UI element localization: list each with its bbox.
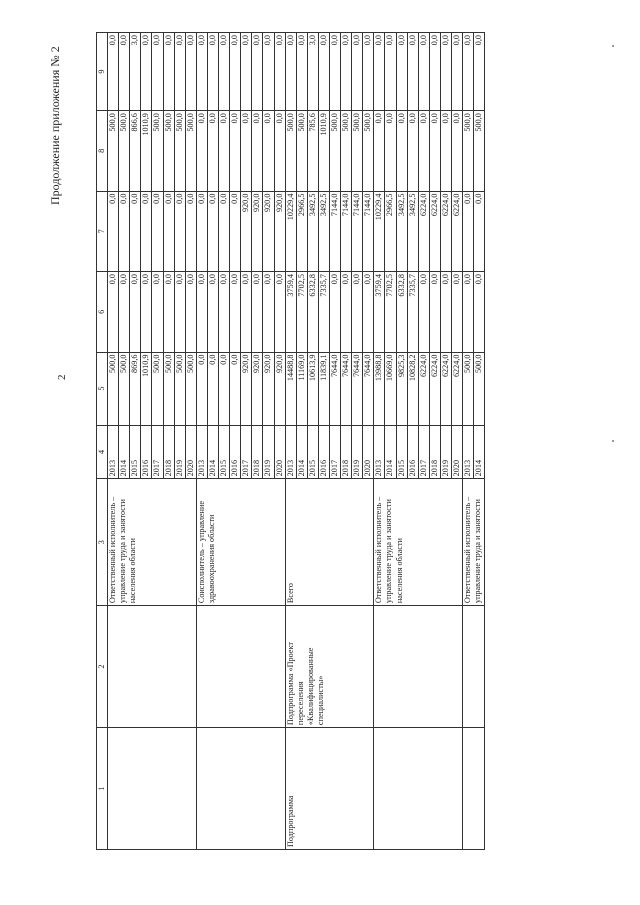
amount-cell: 0,0 [185,33,196,111]
amount-cell: 500,0 [474,111,485,191]
amount-cell: 7335,7 [407,272,418,352]
amount-cell: 0,0 [119,33,130,111]
amount-cell: 0,0 [429,33,440,111]
amount-cell: 0,0 [108,33,119,111]
column-number: 5 [97,352,108,425]
amount-cell: 0,0 [252,272,263,352]
amount-cell: 0,0 [296,33,307,111]
column-number: 1 [97,728,108,850]
amount-cell: 11839,1 [318,352,329,425]
amount-cell: 10669,0 [385,352,396,425]
amount-cell: 7144,0 [363,191,374,271]
amount-cell: 1010,9 [141,111,152,191]
amount-cell: 0,0 [174,272,185,352]
amount-cell: 920,0 [241,191,252,271]
year-cell: 2017 [329,425,340,479]
table-row [374,33,385,850]
amount-cell: 0,0 [119,191,130,271]
type-cell [374,728,463,850]
amount-cell: 0,0 [463,33,474,111]
amount-cell: 500,0 [152,352,163,425]
amount-cell: 0,0 [407,111,418,191]
program-name-cell [108,606,197,728]
year-cell: 2016 [230,425,241,479]
year-cell: 2018 [341,425,352,479]
amount-cell: 0,0 [385,33,396,111]
amount-cell: 7144,0 [329,191,340,271]
amount-cell: 0,0 [274,111,285,191]
amount-cell: 0,0 [374,33,385,111]
amount-cell: 0,0 [207,272,218,352]
table-caption: Продолжение приложения № 2 [48,46,62,205]
amount-cell: 0,0 [119,272,130,352]
amount-cell: 0,0 [230,111,241,191]
amount-cell: 0,0 [463,191,474,271]
amount-cell: 0,0 [163,191,174,271]
year-cell: 2015 [307,425,318,479]
year-cell: 2014 [207,425,218,479]
year-cell: 2020 [185,425,196,479]
year-cell: 2013 [285,425,296,479]
amount-cell: 0,0 [241,272,252,352]
amount-cell: 0,0 [474,272,485,352]
amount-cell: 7644,0 [363,352,374,425]
year-cell: 2018 [252,425,263,479]
amount-cell: 0,0 [374,111,385,191]
amount-cell: 0,0 [429,272,440,352]
amount-cell: 0,0 [418,272,429,352]
amount-cell: 0,0 [174,191,185,271]
amount-cell: 7644,0 [341,352,352,425]
amount-cell: 785,6 [307,111,318,191]
amount-cell: 6224,0 [452,191,463,271]
amount-cell: 0,0 [207,352,218,425]
amount-cell: 7144,0 [352,191,363,271]
amount-cell: 869,6 [130,352,141,425]
amount-cell: 7644,0 [352,352,363,425]
amount-cell: 14488,8 [285,352,296,425]
amount-cell: 7702,5 [385,272,396,352]
year-cell: 2018 [163,425,174,479]
year-cell: 2016 [407,425,418,479]
amount-cell: 2966,5 [385,191,396,271]
amount-cell: 0,0 [363,272,374,352]
amount-cell: 0,0 [207,191,218,271]
amount-cell: 0,0 [418,33,429,111]
amount-cell: 7335,7 [318,272,329,352]
amount-cell: 0,0 [329,272,340,352]
amount-cell: 0,0 [196,33,207,111]
amount-cell: 920,0 [263,352,274,425]
amount-cell: 0,0 [474,33,485,111]
amount-cell: 0,0 [130,191,141,271]
amount-cell: 0,0 [219,272,230,352]
year-cell: 2013 [463,425,474,479]
amount-cell: 0,0 [318,33,329,111]
amount-cell: 0,0 [196,111,207,191]
amount-cell: 0,0 [185,272,196,352]
amount-cell: 0,0 [130,272,141,352]
amount-cell: 0,0 [141,272,152,352]
year-cell: 2017 [418,425,429,479]
amount-cell: 0,0 [440,272,451,352]
amount-cell: 10613,9 [307,352,318,425]
amount-cell: 0,0 [341,33,352,111]
scan-speck [612,440,614,442]
amount-cell: 3492,5 [396,191,407,271]
amount-cell: 0,0 [230,33,241,111]
amount-cell: 920,0 [263,191,274,271]
amount-cell: 0,0 [241,33,252,111]
amount-cell: 500,0 [174,111,185,191]
amount-cell: 0,0 [152,272,163,352]
amount-cell: 10229,4 [285,191,296,271]
amount-cell: 0,0 [219,33,230,111]
amount-cell: 0,0 [141,33,152,111]
amount-cell: 500,0 [185,352,196,425]
amount-cell: 500,0 [152,111,163,191]
year-cell: 2013 [196,425,207,479]
amount-cell: 0,0 [363,33,374,111]
amount-cell: 10828,2 [407,352,418,425]
amount-cell: 0,0 [429,111,440,191]
amount-cell: 0,0 [185,191,196,271]
amount-cell: 500,0 [108,352,119,425]
amount-cell: 500,0 [463,352,474,425]
amount-cell: 3,0 [307,33,318,111]
year-cell: 2016 [141,425,152,479]
amount-cell: 0,0 [396,33,407,111]
year-cell: 2013 [374,425,385,479]
amount-cell: 500,0 [174,352,185,425]
amount-cell: 13988,8 [374,352,385,425]
amount-cell: 500,0 [329,111,340,191]
amount-cell: 0,0 [285,33,296,111]
amount-cell: 0,0 [196,191,207,271]
amount-cell: 0,0 [385,111,396,191]
amount-cell: 920,0 [252,352,263,425]
amount-cell: 2966,5 [296,191,307,271]
amount-cell: 0,0 [141,191,152,271]
amount-cell: 6224,0 [418,191,429,271]
program-name-cell [374,606,463,728]
amount-cell: 0,0 [352,33,363,111]
amount-cell: 6224,0 [452,352,463,425]
column-number: 2 [97,606,108,728]
amount-cell: 0,0 [219,352,230,425]
amount-cell: 0,0 [174,33,185,111]
year-cell: 2015 [396,425,407,479]
amount-cell: 0,0 [252,111,263,191]
amount-cell: 0,0 [163,33,174,111]
amount-cell: 0,0 [452,33,463,111]
executor-cell: Ответственный исполнитель – управление труда и занятости [463,479,485,606]
program-name-cell: Подпрограмма «Проект переселения «Квалифицированные специалисты» [285,606,374,728]
amount-cell: 0,0 [252,33,263,111]
year-cell: 2014 [119,425,130,479]
amount-cell: 0,0 [452,272,463,352]
amount-cell: 0,0 [274,272,285,352]
year-cell: 2020 [452,425,463,479]
year-cell: 2019 [263,425,274,479]
year-cell: 2019 [174,425,185,479]
amount-cell: 920,0 [252,191,263,271]
amount-cell: 920,0 [274,191,285,271]
amount-cell: 0,0 [196,272,207,352]
amount-cell: 6224,0 [429,352,440,425]
amount-cell: 0,0 [108,191,119,271]
amount-cell: 7144,0 [341,191,352,271]
column-number: 4 [97,425,108,479]
executor-cell: Ответственный исполнитель – управление труда и занятости населения области [108,479,197,606]
executor-cell: Всего [285,479,374,606]
amount-cell: 10229,4 [374,191,385,271]
column-number: 9 [97,33,108,111]
amount-cell: 0,0 [341,272,352,352]
amount-cell: 500,0 [163,111,174,191]
table-body [108,33,485,850]
amount-cell: 6332,8 [307,272,318,352]
type-cell [463,728,485,850]
type-cell [108,728,197,850]
amount-cell: 0,0 [440,111,451,191]
amount-cell: 500,0 [163,352,174,425]
program-name-cell [196,606,285,728]
program-name-cell [463,606,485,728]
amount-cell: 0,0 [207,33,218,111]
amount-cell: 7644,0 [329,352,340,425]
type-cell [196,728,285,850]
amount-cell: 500,0 [363,111,374,191]
column-number: 6 [97,272,108,352]
amount-cell: 500,0 [185,111,196,191]
amount-cell: 0,0 [219,191,230,271]
year-cell: 2014 [385,425,396,479]
amount-cell: 6224,0 [418,352,429,425]
table-row [196,33,207,850]
amount-cell: 500,0 [341,111,352,191]
amount-cell: 1010,9 [141,352,152,425]
amount-cell: 500,0 [119,352,130,425]
year-cell: 2017 [152,425,163,479]
year-cell: 2019 [440,425,451,479]
amount-cell: 0,0 [329,33,340,111]
amount-cell: 11169,0 [296,352,307,425]
year-cell: 2017 [241,425,252,479]
amount-cell: 0,0 [230,272,241,352]
amount-cell: 500,0 [285,111,296,191]
amount-cell: 0,0 [274,33,285,111]
amount-cell: 0,0 [396,111,407,191]
amount-cell: 3492,5 [407,191,418,271]
amount-cell: 3492,5 [318,191,329,271]
amount-cell: 0,0 [263,33,274,111]
year-cell: 2015 [130,425,141,479]
table-row [463,33,474,850]
amount-cell: 500,0 [463,111,474,191]
amount-cell: 0,0 [474,191,485,271]
amount-cell: 0,0 [440,33,451,111]
amount-cell: 6332,8 [396,272,407,352]
year-cell: 2020 [274,425,285,479]
year-cell: 2014 [296,425,307,479]
amount-cell: 920,0 [241,352,252,425]
type-cell: Подпрограмма [285,728,374,850]
amount-cell: 0,0 [152,191,163,271]
amount-cell: 0,0 [463,272,474,352]
amount-cell: 500,0 [108,111,119,191]
amount-cell: 866,6 [130,111,141,191]
table-row [108,33,119,850]
amount-cell: 6224,0 [429,191,440,271]
column-number: 3 [97,479,108,606]
budget-table [96,32,485,850]
amount-cell: 920,0 [274,352,285,425]
amount-cell: 0,0 [152,33,163,111]
amount-cell: 0,0 [196,352,207,425]
amount-cell: 0,0 [418,111,429,191]
amount-cell: 0,0 [263,111,274,191]
amount-cell: 500,0 [296,111,307,191]
amount-cell: 3492,5 [307,191,318,271]
amount-cell: 7702,5 [296,272,307,352]
amount-cell: 1010,9 [318,111,329,191]
year-cell: 2018 [429,425,440,479]
year-cell: 2015 [219,425,230,479]
table-row [285,33,296,850]
scan-speck [612,45,614,47]
amount-cell: 0,0 [352,272,363,352]
column-number-row [97,33,108,850]
amount-cell: 500,0 [474,352,485,425]
amount-cell: 0,0 [241,111,252,191]
amount-cell: 0,0 [452,111,463,191]
amount-cell: 6224,0 [440,352,451,425]
year-cell: 2013 [108,425,119,479]
amount-cell: 3,0 [130,33,141,111]
amount-cell: 9825,3 [396,352,407,425]
amount-cell: 3759,4 [374,272,385,352]
executor-cell: Соисполнитель – управление здравоохранения области [196,479,285,606]
year-cell: 2020 [363,425,374,479]
year-cell: 2016 [318,425,329,479]
amount-cell: 0,0 [108,272,119,352]
amount-cell: 0,0 [219,111,230,191]
amount-cell: 0,0 [230,191,241,271]
amount-cell: 3759,4 [285,272,296,352]
year-cell: 2019 [352,425,363,479]
page-number: 2 [56,374,68,380]
executor-cell: Ответственный исполнитель – управление труда и занятости населения области [374,479,463,606]
amount-cell: 500,0 [119,111,130,191]
amount-cell: 6224,0 [440,191,451,271]
amount-cell: 0,0 [163,272,174,352]
amount-cell: 0,0 [230,352,241,425]
amount-cell: 500,0 [352,111,363,191]
amount-cell: 0,0 [207,111,218,191]
amount-cell: 0,0 [263,272,274,352]
budget-table-container [96,32,610,850]
column-number: 8 [97,111,108,191]
amount-cell: 0,0 [407,33,418,111]
year-cell: 2014 [474,425,485,479]
column-number: 7 [97,191,108,271]
